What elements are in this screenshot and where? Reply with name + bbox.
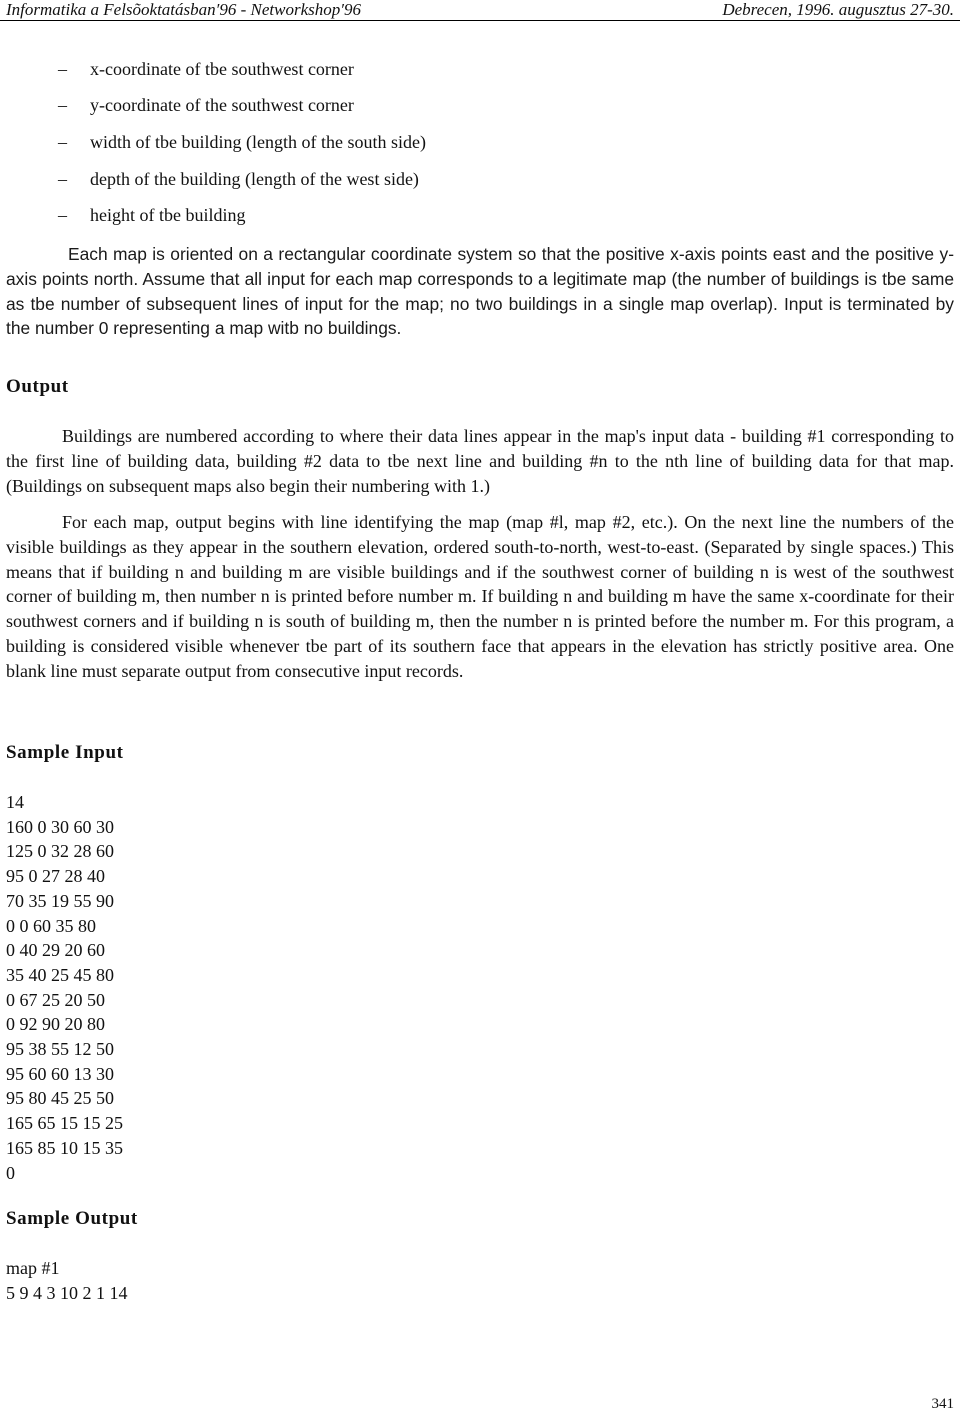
list-item	[58, 94, 354, 116]
sample-input-line: 0	[6, 1162, 15, 1183]
list-item	[58, 58, 354, 80]
sample-input-line: 95 0 27 28 40	[6, 866, 105, 887]
paragraph-text: Each map is oriented on a rectangular coordinate system so that the positive x-axis points east and the positive y-axis points north. Assume that all input for each map corresponds to a legitimate map (the number of buildings is tbe same as tbe number of subsequent lines of input for the map; no two buildings in a single map overlap). Input is terminated by the number 0 representing a map witb no buildings.	[6, 244, 954, 339]
sample-input-heading: Sample Input	[6, 742, 124, 763]
sample-input-line: 165 65 15 15 25	[6, 1113, 123, 1134]
list-item	[58, 204, 245, 226]
list-item	[58, 131, 426, 153]
dash-icon: –	[58, 59, 67, 79]
sample-input-line: 0 0 60 35 80	[6, 915, 96, 936]
output-paragraph-2	[6, 510, 954, 684]
dash-icon: –	[58, 205, 67, 225]
dash-icon: –	[58, 169, 67, 189]
list-item-text: y-coordinate of the southwest corner	[90, 95, 354, 115]
sample-output-block	[6, 1256, 128, 1305]
sample-input-line: 125 0 32 28 60	[6, 841, 114, 862]
list-item-text: width of tbe building (length of the south side)	[90, 132, 426, 152]
sample-input-line: 35 40 25 45 80	[6, 964, 114, 985]
paragraph-text: For each map, output begins with line identifying the map (map #l, map #2, etc.). On the next line the numbers of the visible buildings as they appear in the southern elevation, ordered south-to-north, west-to-east. (Separated by single spaces.) This means that if building n and building m are visible buildings and if the southwest corner of building n is west of the southwest corner of building m, then number n is printed before number m. If building n and building m have the same x-coordinate for their southwest corners and if building n is south of building m, then the number n is printed before the number m. For this program, a building is considered visible whenever tbe part of its southern face that appears in the elevation has strictly positive area. One blank line must separate output from consecutive input records.	[6, 512, 954, 681]
header-right-text: Debrecen, 1996. augusztus 27-30.	[722, 0, 954, 19]
sample-output-line: map #1	[6, 1258, 60, 1278]
sample-input-line: 14	[6, 792, 24, 812]
sample-input-block	[6, 790, 123, 1185]
list-item-text: x-coordinate of tbe southwest corner	[90, 59, 354, 79]
list-item	[58, 168, 419, 190]
sample-input-line: 95 80 45 25 50	[6, 1088, 114, 1109]
sample-input-line: 95 38 55 12 50	[6, 1039, 114, 1060]
sample-input-line: 0 92 90 20 80	[6, 1014, 105, 1035]
sample-input-line: 165 85 10 15 35	[6, 1137, 123, 1158]
sample-output-heading: Sample Output	[6, 1208, 138, 1229]
sample-input-line: 160 0 30 60 30	[6, 816, 114, 837]
header-left-text: Informatika a Felsõoktatásban′96 - Networkshop′96	[6, 0, 361, 19]
sample-input-line: 70 35 19 55 90	[6, 890, 114, 911]
dash-icon: –	[58, 132, 67, 152]
paragraph-text: Buildings are numbered according to where their data lines appear in the map's input data - building #1 corresponding to the first line of building data, building #2 data to tbe next line and building #n to the nth line of building data for that map. (Buildings on subsequent maps also begin their numbering with 1.)	[6, 426, 954, 496]
output-heading: Output	[6, 376, 69, 397]
dash-icon: –	[58, 95, 67, 115]
sample-output-line: 5 9 4 3 10 2 1 14	[6, 1282, 128, 1303]
page-header	[0, 0, 960, 21]
paragraph-map-orientation	[6, 242, 954, 341]
page-number: 341	[931, 1396, 954, 1412]
output-paragraph-1	[6, 424, 954, 498]
sample-input-line: 0 67 25 20 50	[6, 989, 105, 1010]
list-item-text: depth of the building (length of the west side)	[90, 169, 419, 189]
sample-input-line: 95 60 60 13 30	[6, 1063, 114, 1084]
list-item-text: height of tbe building	[90, 205, 246, 225]
sample-input-line: 0 40 29 20 60	[6, 940, 105, 961]
